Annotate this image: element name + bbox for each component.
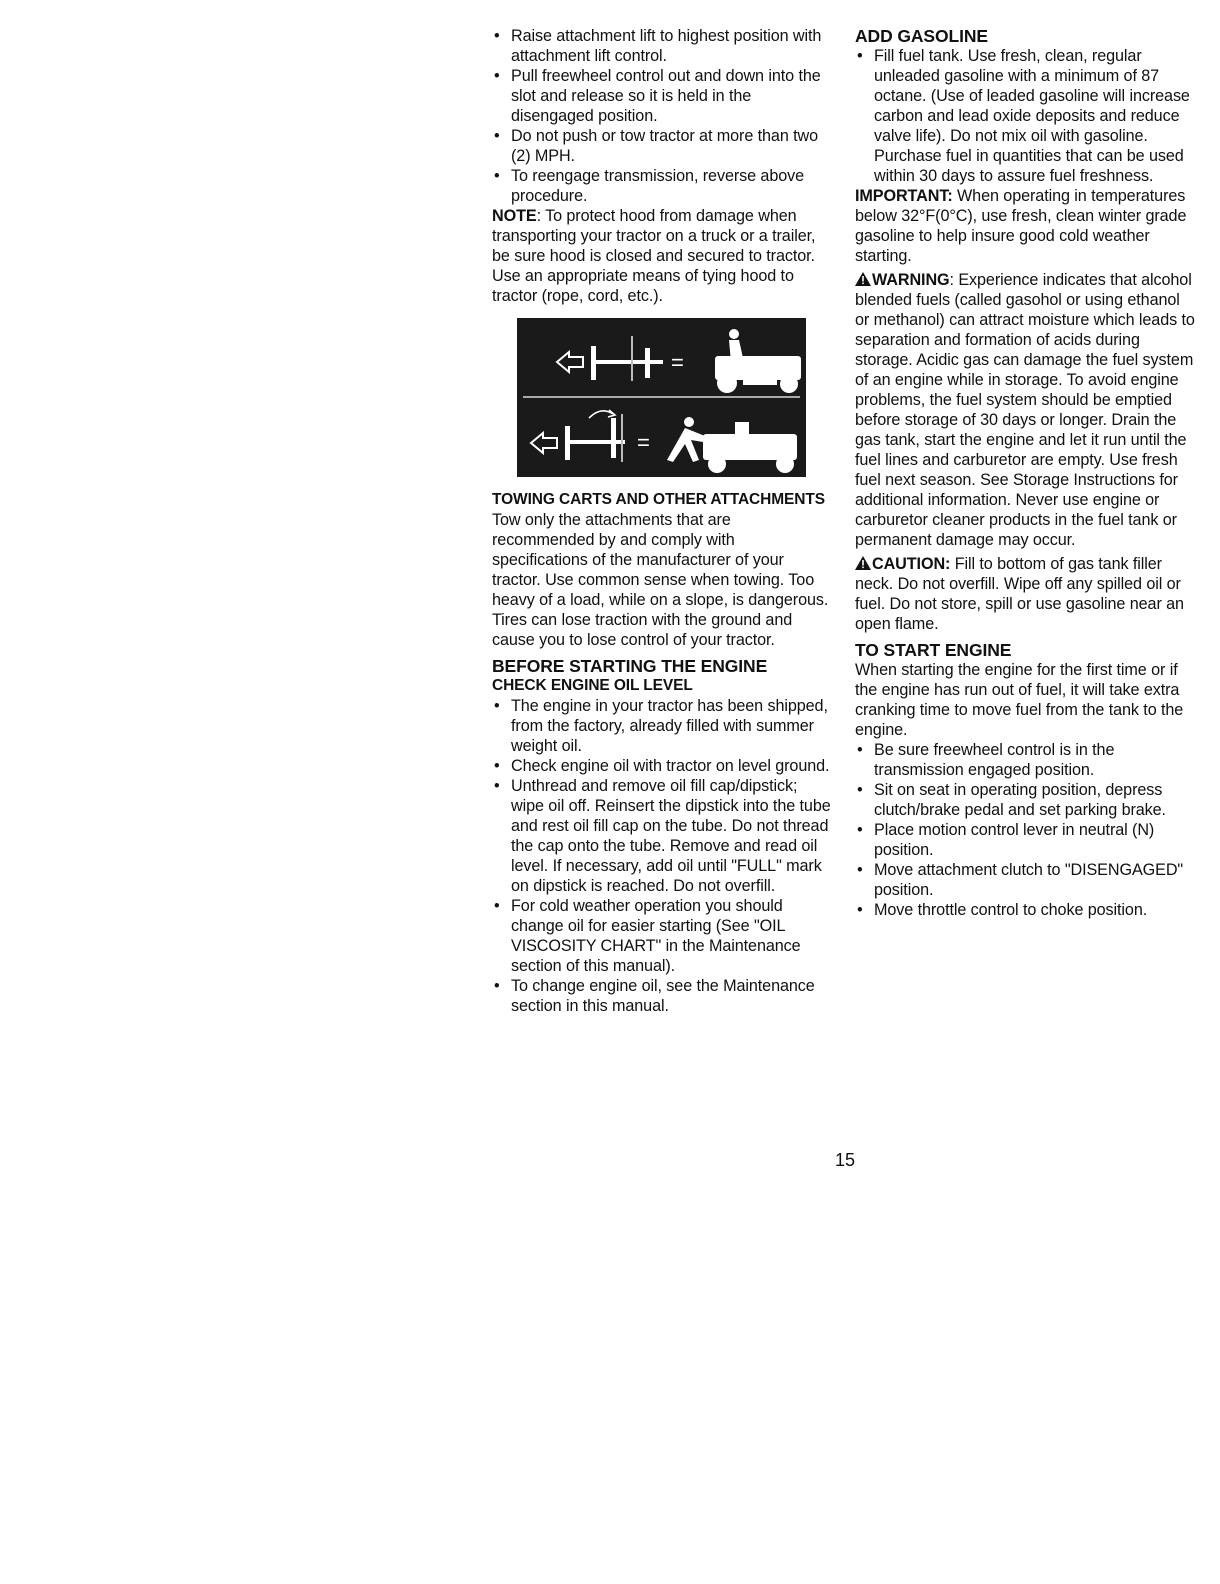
- freewheel-steps-list: [492, 26, 832, 206]
- right-column: [855, 26, 1195, 920]
- list-item: • For cold weather operation you should change oil for easier starting (See "OIL VISCOSITY CHART" in the Maintenance section of this manual).: [492, 896, 832, 976]
- list-item: • Sit on seat in operating position, depress clutch/brake pedal and set parking brake.: [855, 780, 1195, 820]
- list-item: • Check engine oil with tractor on level ground.: [492, 756, 832, 776]
- check-oil-heading: CHECK ENGINE OIL LEVEL: [492, 677, 693, 694]
- list-item: • Be sure freewheel control is in the transmission engaged position.: [855, 740, 1195, 780]
- list-item: • Move attachment clutch to "DISENGAGED" position.: [855, 860, 1195, 900]
- caution-triangle-icon: [855, 556, 871, 570]
- warning-triangle-icon: [855, 272, 871, 286]
- oil-steps-list: [492, 696, 832, 1016]
- list-item: • Pull freewheel control out and down into the slot and release so it is held in the disengaged position.: [492, 66, 832, 126]
- warning-label: WARNING: [872, 271, 950, 289]
- hood-note: [492, 206, 832, 306]
- gasoline-list: [855, 46, 1195, 186]
- important-text: When operating in temperatures below 32°F(0°C), use fresh, clean winter grade gasoline to help insure good cold weather starting.: [855, 187, 1187, 265]
- list-item: • Move throttle control to choke position.: [855, 900, 1195, 920]
- start-engine-heading: TO START ENGINE: [855, 640, 1012, 660]
- important-label: IMPORTANT:: [855, 187, 953, 205]
- note-label: NOTE: [492, 207, 537, 225]
- list-item: • To change engine oil, see the Maintenance section in this manual.: [492, 976, 832, 1016]
- note-text: : To protect hood from damage when transporting your tractor on a truck or a trailer, be sure hood is closed and secured to tractor. Use an appropriate means of tying hood to tractor (rope, cord, etc.).: [492, 207, 816, 305]
- list-item: • Raise attachment lift to highest position with attachment lift control.: [492, 26, 832, 66]
- page-number: 15: [835, 1150, 856, 1170]
- warning-paragraph: [855, 270, 1195, 550]
- list-item: • Unthread and remove oil fill cap/dipstick; wipe oil off. Reinsert the dipstick into the tube and rest oil fill cap on the tube. Do not thread the cap onto the tube. Remove and read oil level. If necessary, add oil until "FULL" mark on dipstick is reached. Do not overfill.: [492, 776, 832, 896]
- list-item: • The engine in your tractor has been shipped, from the factory, already filled with summer weight oil.: [492, 696, 832, 756]
- list-item: • Do not push or tow tractor at more than two (2) MPH.: [492, 126, 832, 166]
- left-column: [492, 26, 832, 1016]
- towing-heading: TOWING CARTS AND OTHER ATTACHMENTS: [492, 491, 825, 508]
- equals-sign: =: [671, 350, 684, 375]
- towing-paragraph: Tow only the attachments that are recommended by and comply with specifications of the manufacturer of your tractor. Use common sense when towing. Too heavy of a load, while on a slope, is dangerous. Tires can lose traction with the ground and cause you to lose control of your tractor.: [492, 511, 829, 649]
- add-gasoline-heading: ADD GASOLINE: [855, 26, 988, 46]
- caution-label: CAUTION:: [872, 555, 951, 573]
- list-item: • Place motion control lever in neutral (N) position.: [855, 820, 1195, 860]
- equals-sign: =: [637, 430, 650, 455]
- freewheel-diagram: [517, 318, 806, 477]
- list-item: • Fill fuel tank. Use fresh, clean, regular unleaded gasoline with a minimum of 87 octane. (Use of leaded gasoline will increase carbon and lead oxide deposits and reduce valve life). Do not mix oil with gasoline. Purchase fuel in quantities that can be used within 30 days to assure fuel freshness.: [855, 46, 1195, 186]
- before-starting-heading: BEFORE STARTING THE ENGINE: [492, 656, 768, 676]
- start-engine-paragraph: When starting the engine for the first time or if the engine has run out of fuel, it will take extra cranking time to move fuel from the tank to the engine.: [855, 661, 1184, 739]
- important-paragraph: [855, 186, 1195, 266]
- start-steps-list: [855, 740, 1195, 920]
- list-item: • To reengage transmission, reverse above procedure.: [492, 166, 832, 206]
- caution-text: Fill to bottom of gas tank filler neck. Do not overfill. Wipe off any spilled oil or fuel. Do not store, spill or use gasoline near an open flame.: [855, 555, 1184, 633]
- freewheel-illustration: [517, 318, 806, 477]
- warning-text: : Experience indicates that alcohol blended fuels (called gasohol or using ethanol or methanol) can attract moisture which leads to separation and formation of acids during storage. Acidic gas can damage the fuel system of an engine while in storage. To avoid engine problems, the fuel system should be emptied before storage of 30 days or longer. Drain the gas tank, start the engine and let it run until the fuel lines and carburetor are empty. Use fresh fuel next season. See Storage Instructions for additional information. Never use engine or carburetor cleaner products in the fuel tank or permanent damage may occur.: [855, 271, 1195, 549]
- caution-paragraph: [855, 554, 1195, 634]
